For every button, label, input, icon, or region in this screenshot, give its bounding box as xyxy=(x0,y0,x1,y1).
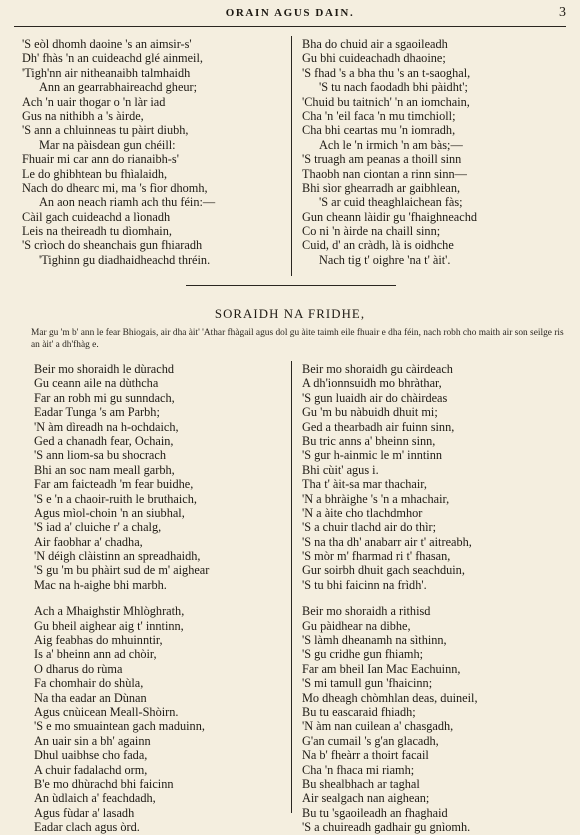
verse-line: 'S gu cridhe gun fhiamh; xyxy=(302,647,424,662)
verse-line: Bhi cùit' agus i. xyxy=(302,462,379,477)
verse-line: Ach le 'n irmich 'n am bàs;— xyxy=(319,137,463,152)
verse-line: 'S a chuireadh gadhair gu gnìomh. xyxy=(302,820,471,835)
verse-line: Bu tu eascaraid fhiadh; xyxy=(302,704,416,719)
verse-line: Gur soirbh dhuit gach seachduin, xyxy=(302,563,465,578)
verse-line: 'Chuid bu taitnich' 'n an iomchain, xyxy=(302,94,470,109)
verse-line: Gu 'm bu nàbuidh dhuit mi; xyxy=(302,405,438,420)
verse-line: Nach tig t' oighre 'na t' àit'. xyxy=(319,252,451,267)
verse-line: Fhuair mi car ann do rianaibh-s' xyxy=(22,152,179,167)
stanza-break xyxy=(302,592,478,604)
verse-line: Is a' bheinn ann ad chòir, xyxy=(34,647,157,662)
verse-line: Air sealgach nan aighean; xyxy=(302,791,430,806)
verse-line: A chuir fadalachd orm, xyxy=(34,762,148,777)
verse-line: Dhul uaibhse cho fada, xyxy=(34,748,148,763)
verse-line: Dh' fhàs 'n an cuideachd glé ainmeil, xyxy=(22,51,203,66)
verse-line: 'S na tha dh' anabarr air t' aitreabh, xyxy=(302,534,472,549)
verse-line: Fa chomhair do shùla, xyxy=(34,676,144,691)
verse-line: 'S ar cuid theaghlaichean fàs; xyxy=(319,195,463,210)
verse-line: 'S mòr m' fharmad ri t' fhasan, xyxy=(302,549,451,564)
verse-line: 'S e mo smuaintean gach maduinn, xyxy=(34,719,205,734)
verse-line: Bu shealbhach ar taghal xyxy=(302,776,420,791)
verse-line: An ùdlaich a' feachdadh, xyxy=(34,791,156,806)
verse-line: 'S gu 'm bu phàirt sud de m' aighear xyxy=(34,563,210,578)
verse-line: Le do ghibhtean bu fhìalaidh, xyxy=(22,166,168,181)
song-column-divider xyxy=(291,361,292,813)
verse-line: 'S e 'n a chaoir-ruith le bruthaich, xyxy=(34,491,197,506)
verse-line: Leis na theireadh tu dìomhain, xyxy=(22,224,172,239)
verse-line: An aon neach riamh ach thu féin:— xyxy=(39,195,216,210)
verse-line: Tha t' àit-sa mar thachair, xyxy=(302,477,427,492)
verse-line: 'N àm nan cuilean a' chasgadh, xyxy=(302,719,454,734)
verse-line: 'Tigh'nn air nitheanaibh talmhaidh xyxy=(22,65,191,80)
verse-line: Beir mo shoraidh a rithisd xyxy=(302,604,431,619)
verse-line: Mar na pàisdean gun chéill: xyxy=(39,137,176,152)
verse-line: 'S fhad 's a bha thu 's an t-saoghal, xyxy=(302,65,471,80)
page-number: 3 xyxy=(559,5,566,20)
verse-line: 'N a bhràighe 's 'n a mhachair, xyxy=(302,491,450,506)
verse-line: Ach 'n uair thogar o 'n làr iad xyxy=(22,94,166,109)
verse-line: Bhi sìor ghearradh ar gaibhlean, xyxy=(302,180,461,195)
verse-line: Nach do dhearc mi, ma 's fìor dhomh, xyxy=(22,180,208,195)
verse-line: 'S a chuir tlachd air do thìr; xyxy=(302,520,437,535)
verse-line: 'S mi tamull gun 'fhaicinn; xyxy=(302,676,433,691)
verse-line: Aig feabhas do mhuinntir, xyxy=(34,633,163,648)
verse-line: Mo dheagh chòmhlan deas, duineil, xyxy=(302,690,478,705)
verse-line: Bu tric anns a' bheinn sinn, xyxy=(302,433,436,448)
verse-line: Cha 'n 'eil faca 'n mu timchioll; xyxy=(302,108,456,123)
verse-line: Gu pàidhear na dibhe, xyxy=(302,618,411,633)
top-poem-right-column xyxy=(302,37,477,267)
verse-line: Eadar Tunga 's am Parbh; xyxy=(34,405,160,420)
verse-line: Gu bhi cuideachadh dhaoine; xyxy=(302,51,446,66)
verse-line: Far an robh mi gu sunndach, xyxy=(34,390,175,405)
running-title: ORAIN AGUS DAIN. xyxy=(225,7,355,19)
verse-line: 'S gun luaidh air do chàirdeas xyxy=(302,390,448,405)
verse-line: Cuid, d' an cràdh, là is oidhche xyxy=(302,238,454,253)
top-column-divider xyxy=(291,36,292,276)
verse-line: Bu tu 'sgaoileadh an fhaghaid xyxy=(302,805,448,820)
verse-line: Agus mìol-choin 'n an siubhal, xyxy=(34,505,185,520)
verse-line: Far am bheil Ian Mac Eachuinn, xyxy=(302,661,461,676)
verse-line: 'S crìoch do sheanchais gun fhiaradh xyxy=(22,238,203,253)
verse-line: Co ni 'n àirde na chaill sinn; xyxy=(302,224,441,239)
verse-line: 'S tu bhi faicinn na frìdh'. xyxy=(302,577,427,592)
verse-line: Ann an gearrabhaireachd gheur; xyxy=(39,80,198,95)
verse-line: Càil gach cuideachd a lìonadh xyxy=(22,209,171,224)
song-poem-right-column xyxy=(302,362,478,835)
verse-line: Thaobh nan ciontan a rinn sinn— xyxy=(302,166,467,181)
verse-line: Gu bheil aighear aig t' inntinn, xyxy=(34,618,184,633)
verse-line: Gus na nithibh a 's àirde, xyxy=(22,108,144,123)
verse-line: Beir mo shoraidh gu càirdeach xyxy=(302,362,453,376)
verse-line: Air faobhar a' chadha, xyxy=(34,534,143,549)
verse-line: 'N déigh clàistinn an spreadhaidh, xyxy=(34,549,201,564)
verse-line: Agus fùdar a' lasadh xyxy=(34,805,135,820)
verse-line: G'an cumail 's g'an glacadh, xyxy=(302,733,439,748)
verse-line: Agus cnùicean Meall-Shòirn. xyxy=(34,704,179,719)
verse-line: Na tha eadar an Dùnan xyxy=(34,690,147,705)
song-headnote: Mar gu 'm b' ann le fear Bhiogais, air dha àit' 'Athar fhàgail agus dol gu àite taimh eile fhuair e dha féin, nach robh cho maith air son seilge ris an àit' a dh'fhàg e. xyxy=(31,328,564,350)
verse-line: O dharus do rùma xyxy=(34,661,123,676)
verse-line: Gu ceann aile na dùthcha xyxy=(34,376,159,391)
top-poem-left-column xyxy=(22,37,215,267)
header-rule xyxy=(14,26,566,27)
verse-line: Bhi an soc nam meall garbh, xyxy=(34,462,175,477)
verse-line: 'Tighinn gu diadhaidheachd thréin. xyxy=(39,252,211,267)
verse-line: B'e mo dhùrachd bhi faicinn xyxy=(34,776,174,791)
verse-line: 'S iad a' cluiche r' a chalg, xyxy=(34,520,162,535)
verse-line: Cha bhi ceartas mu 'n iomradh, xyxy=(302,123,456,138)
verse-line: Eadar clach agus òrd. xyxy=(34,820,140,835)
song-poem-left-column xyxy=(34,362,209,835)
verse-line: Cha 'n fhaca mi riamh; xyxy=(302,762,415,777)
verse-line: 'S ann liom-sa bu shocrach xyxy=(34,448,166,463)
section-divider xyxy=(186,285,396,286)
verse-line: Bha do chuid air a sgaoileadh xyxy=(302,37,448,51)
verse-line: 'S làmh dheanamh na sìthinn, xyxy=(302,633,447,648)
verse-line: Beir mo shoraidh le dùrachd xyxy=(34,362,175,376)
verse-line: Mac na h-aighe bhi marbh. xyxy=(34,577,167,592)
verse-line: 'N àm dìreadh na h-ochdaich, xyxy=(34,419,179,434)
verse-line: An uair sin a bh' againn xyxy=(34,733,151,748)
verse-line: 'S truagh am peanas a thoill sinn xyxy=(302,152,462,167)
song-title: SORAIDH NA FRIDHE, xyxy=(214,307,366,321)
verse-line: Far am faicteadh 'm fear buidhe, xyxy=(34,477,194,492)
verse-line: Na b' fheàrr a thoirt facail xyxy=(302,748,429,763)
verse-line: 'S tu nach faodadh bhi pàidht'; xyxy=(319,80,468,95)
verse-line: A dh'ionnsuidh mo bhràthar, xyxy=(302,376,442,391)
verse-line: Ged a chanadh fear, Ochain, xyxy=(34,433,174,448)
verse-line: 'S gur h-ainmic le m' inntinn xyxy=(302,448,443,463)
verse-line: 'N a àite cho tlachdmhor xyxy=(302,505,423,520)
verse-line: Ged a thearbadh air fuinn sinn, xyxy=(302,419,455,434)
page-header xyxy=(0,5,580,25)
stanza-break xyxy=(34,592,209,604)
verse-line: Ach a Mhaighstir Mhlòghrath, xyxy=(34,604,185,619)
verse-line: 'S eòl dhomh daoine 's an aimsir-s' xyxy=(22,37,192,51)
verse-line: 'S ann a chluinneas tu pàirt diubh, xyxy=(22,123,189,138)
verse-line: Gun cheann làidir gu 'fhaighneachd xyxy=(302,209,477,224)
